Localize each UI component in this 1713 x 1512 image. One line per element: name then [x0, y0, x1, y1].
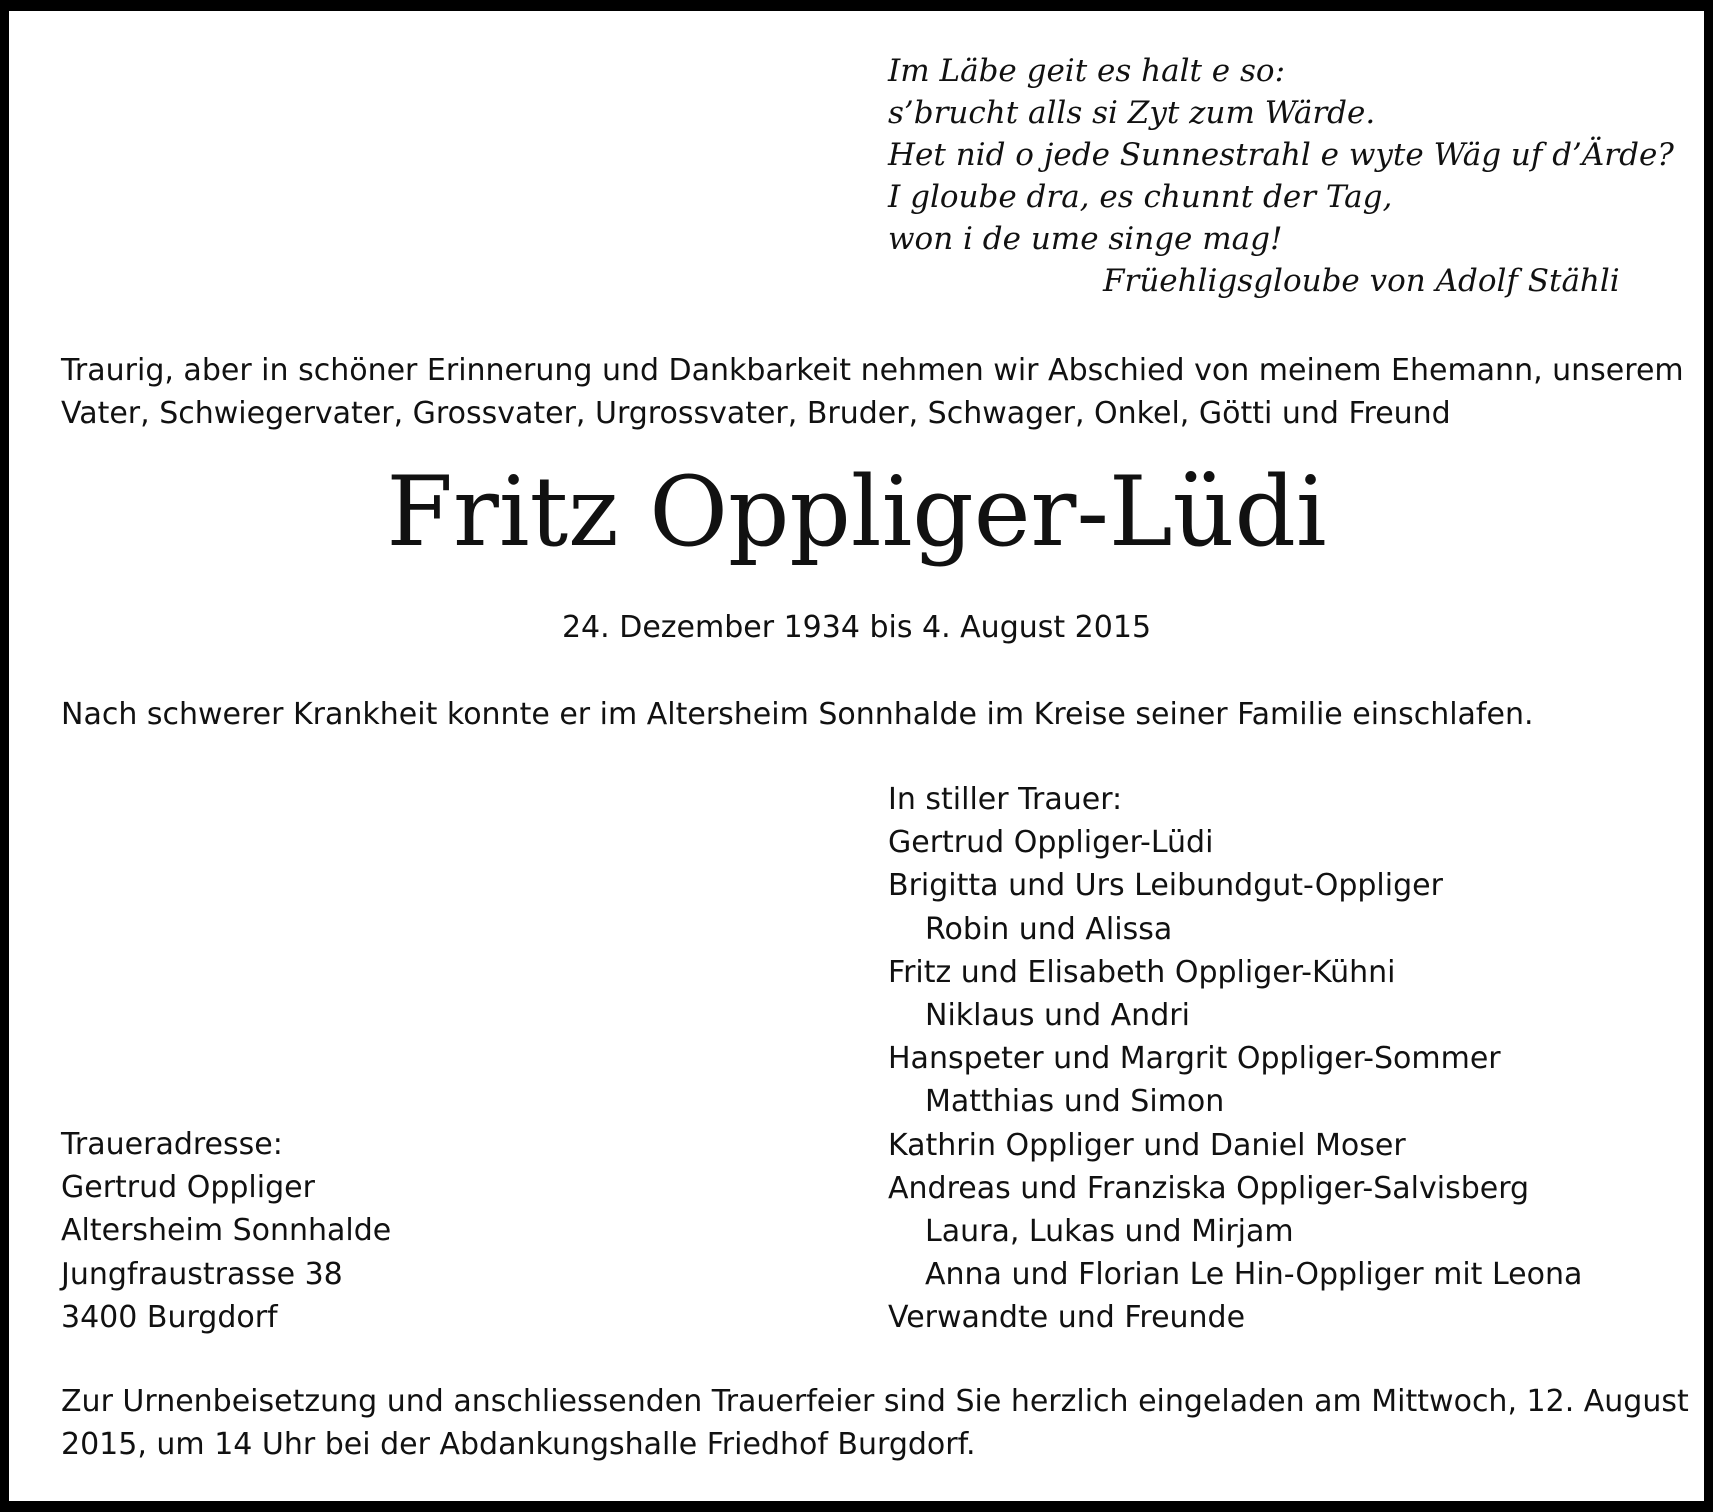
intro-line: Vater, Schwiegervater, Grossvater, Urgrossvater, Bruder, Schwager, Onkel, Götti und Freund [61, 396, 1451, 431]
poem-line: Im Läbe geit es halt e so: [888, 53, 1286, 89]
address-line: Gertrud Oppliger [61, 1170, 315, 1206]
mourner-entry: Brigitta und Urs Leibundgut-Oppliger [888, 868, 1443, 904]
mourner-entry: Matthias und Simon [925, 1084, 1225, 1120]
poem [888, 50, 1674, 302]
mourner-entry: Kathrin Oppliger und Daniel Moser [888, 1127, 1406, 1163]
address-line: 3400 Burgdorf [61, 1299, 278, 1335]
intro-paragraph [61, 349, 1684, 435]
mourner-entry: Verwandte und Freunde [888, 1300, 1246, 1336]
mourner-entry: Laura, Lukas und Mirjam [925, 1214, 1294, 1250]
mourners-heading: In stiller Trauer: [888, 782, 1123, 817]
mourning-address [61, 1123, 391, 1339]
mourner-entry: Gertrud Oppliger-Lüdi [888, 825, 1214, 861]
address-line: Jungfraustrasse 38 [61, 1256, 343, 1292]
funeral-details [61, 1380, 1689, 1466]
mourner-entry: Fritz und Elisabeth Oppliger-Kühni [888, 954, 1396, 990]
address-line: Altersheim Sonnhalde [61, 1213, 392, 1249]
poem-line: I gloube dra, es chunnt der Tag, [888, 179, 1393, 215]
mourner-entry: Hanspeter und Margrit Oppliger-Sommer [888, 1041, 1501, 1077]
mourner-entry: Anna und Florian Le Hin-Oppliger mit Leona [925, 1257, 1583, 1293]
death-notice: Nach schwerer Krankheit konnte er im Altersheim Sonnhalde im Kreise seiner Familie einschlafen. [61, 697, 1534, 732]
poem-attribution: Früehligsgloube von Adolf Stähli [1103, 263, 1620, 299]
poem-line: Het nid o jede Sunnestrahl e wyte Wäg uf d’Ärde? [888, 137, 1674, 173]
mourners-list [888, 778, 1582, 1340]
mourner-entry: Robin und Alissa [925, 911, 1173, 947]
mourner-entry: Andreas und Franziska Oppliger-Salvisberg [888, 1170, 1530, 1206]
poem-line: won i de ume singe mag! [888, 221, 1283, 257]
funeral-line: Zur Urnenbeisetzung und anschliessenden Trauerfeier sind Sie herzlich eingeladen am Mittwoch, 12. August [61, 1384, 1689, 1419]
deceased-name: Fritz Oppliger-Lüdi [386, 456, 1327, 568]
mourner-entry: Niklaus und Andri [925, 998, 1190, 1034]
intro-line: Traurig, aber in schöner Erinnerung und Dankbarkeit nehmen wir Abschied von meinem Ehemann, unserem [61, 353, 1684, 388]
address-heading: Traueradresse: [61, 1127, 283, 1162]
funeral-line: 2015, um 14 Uhr bei der Abdankungshalle Friedhof Burgdorf. [61, 1427, 976, 1462]
poem-line: s’brucht alls si Zyt zum Wärde. [888, 95, 1376, 131]
life-dates: 24. Dezember 1934 bis 4. August 2015 [561, 610, 1152, 645]
